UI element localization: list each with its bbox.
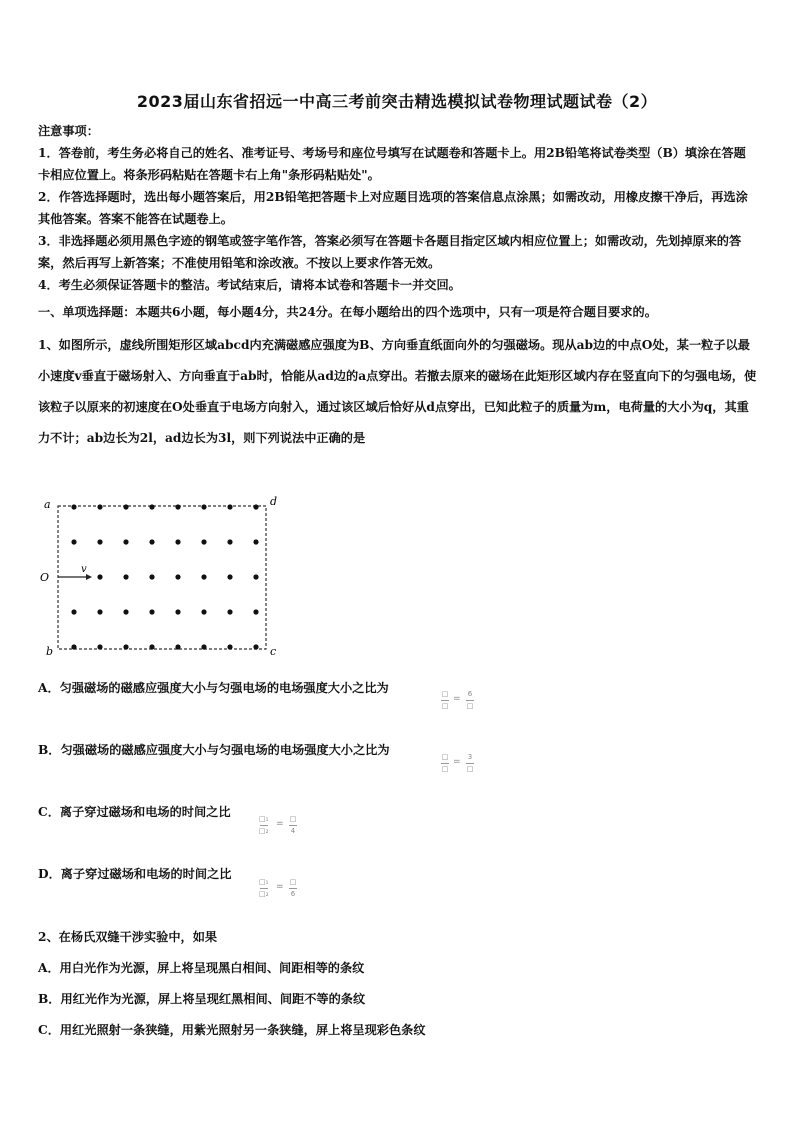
field-dot — [149, 644, 154, 649]
label-c: c — [270, 645, 277, 658]
q1-option-a[interactable] — [38, 679, 389, 696]
q1-option-c-fraction-left: □₁ □₂ — [259, 815, 269, 835]
field-dot — [175, 574, 180, 579]
field-dot — [201, 504, 206, 509]
field-dot — [253, 539, 258, 544]
notice-item-3: 3．非选择题必须用黑色字迹的钢笔或签字笔作答，答案必须写在答题卡各题目指定区域内相应位置上；如需改动，先划掉原来的答案，然后再写上新答案；不准使用铅笔和涂改液。不按以上要求作答无效。 — [38, 234, 742, 270]
field-dot — [227, 504, 232, 509]
field-dots — [71, 504, 258, 649]
q1-option-c[interactable] — [38, 803, 231, 820]
label-v: v — [81, 564, 87, 575]
field-dot — [253, 504, 258, 509]
field-dot — [227, 539, 232, 544]
q1-option-b-fraction-left: □ □ — [441, 753, 449, 773]
page-title: 2023届山东省招远一中高三考前突击精选模拟试卷物理试题试卷（2） — [136, 92, 658, 111]
field-dot — [175, 644, 180, 649]
field-dot — [97, 539, 102, 544]
q1-option-a-fraction-left: □ □ — [441, 690, 449, 710]
field-dot — [175, 609, 180, 614]
q1-option-d-text: D．离子穿过磁场和电场的时间之比 — [38, 867, 232, 881]
q1-option-d[interactable] — [38, 865, 231, 882]
velocity-arrow-head — [86, 574, 92, 580]
field-dot — [253, 574, 258, 579]
question-2-stem: 2、在杨氏双缝干涉实验中，如果 — [38, 930, 218, 944]
field-dot — [71, 644, 76, 649]
label-a: a — [44, 498, 51, 511]
notice-item-2: 2．作答选择题时，选出每小题答案后，用2B铅笔把答题卡上对应题目选项的答案信息点涂黑；如需改动，用橡皮擦干净后，再选涂其他答案。答案不能答在试题卷上。 — [38, 190, 748, 226]
notice-item-4: 4．考生必须保证答题卡的整洁。考试结束后，请将本试卷和答题卡一并交回。 — [38, 278, 461, 292]
label-b: b — [46, 645, 54, 658]
field-dot — [97, 504, 102, 509]
q1-option-b[interactable] — [38, 741, 390, 758]
q1-option-b-text: B．匀强磁场的磁感应强度大小与匀强电场的电场强度大小之比为 — [38, 743, 390, 757]
field-dot — [149, 504, 154, 509]
q2-option-c[interactable]: C．用红光照射一条狭缝，用紫光照射另一条狭缝，屏上将呈现彩色条纹 — [38, 1023, 426, 1037]
q1-option-a-fraction-right: 6 □ — [466, 690, 474, 710]
field-dot — [175, 539, 180, 544]
notice-heading: 注意事项： — [38, 124, 99, 138]
field-dot — [149, 609, 154, 614]
q1-option-c-fraction-right: □ 4 — [289, 815, 297, 835]
field-dot — [201, 574, 206, 579]
field-dot — [175, 504, 180, 509]
label-d: d — [270, 495, 278, 508]
q1-option-b-fraction-right: 3 □ — [466, 753, 474, 773]
field-dot — [201, 609, 206, 614]
notice-block — [38, 120, 758, 296]
field-dot — [149, 574, 154, 579]
q1-option-c-text: C．离子穿过磁场和电场的时间之比 — [38, 805, 231, 819]
label-o: O — [40, 571, 50, 584]
field-dot — [201, 539, 206, 544]
field-dot — [227, 609, 232, 614]
field-dot — [97, 644, 102, 649]
q2-option-b[interactable]: B．用红光作为光源，屏上将呈现红黑相间、间距不等的条纹 — [38, 992, 366, 1006]
field-dot — [123, 539, 128, 544]
field-dot — [227, 574, 232, 579]
question-1-stem: 1、如图所示，虚线所围矩形区域abcd内充满磁感应强度为B、方向垂直纸面向外的匀强磁场。现从ab边的中点O处，某一粒子以最小速度v垂直于磁场射入、方向垂直于ab时，恰能从ad边的a点穿出。若撤去原来的磁场在此矩形区域内存在竖直向下的匀强电场，使该粒子以原来的初速度在O处垂直于电场方向射入，通过该区域后恰好从d点穿出，已知此粒子的质量为m，电荷量的大小为q，其重力不计；ab边长为2l，ad边长为3l，则下列说法中正确的是 — [38, 338, 757, 445]
field-dot — [253, 609, 258, 614]
field-dot — [123, 609, 128, 614]
field-dot — [71, 504, 76, 509]
field-dot — [123, 504, 128, 509]
q1-option-d-fraction-right: □ 6 — [289, 878, 297, 898]
field-dot — [123, 574, 128, 579]
q1-option-a-text: A．匀强磁场的磁感应强度大小与匀强电场的电场强度大小之比为 — [38, 681, 389, 695]
field-dot — [227, 644, 232, 649]
field-diagram — [36, 488, 296, 658]
field-dot — [71, 609, 76, 614]
section-heading: 一、单项选择题：本题共6小题，每小题4分，共24分。在每小题给出的四个选项中，只有一项是符合题目要求的。 — [38, 305, 657, 319]
field-dot — [149, 539, 154, 544]
q1-option-d-fraction-left: □₁ □₂ — [259, 878, 269, 898]
field-dot — [71, 539, 76, 544]
field-dot — [97, 574, 102, 579]
q2-option-a[interactable]: A．用白光作为光源，屏上将呈现黑白相间、间距相等的条纹 — [38, 961, 365, 975]
field-dot — [253, 644, 258, 649]
notice-item-1: 1．答卷前，考生务必将自己的姓名、准考证号、考场号和座位号填写在试题卷和答题卡上。用2B铅笔将试卷类型（B）填涂在答题卡相应位置上。将条形码粘贴在答题卡右上角"条形码粘贴处"。 — [38, 146, 746, 182]
field-dot — [123, 644, 128, 649]
field-dot — [97, 609, 102, 614]
field-dot — [201, 644, 206, 649]
